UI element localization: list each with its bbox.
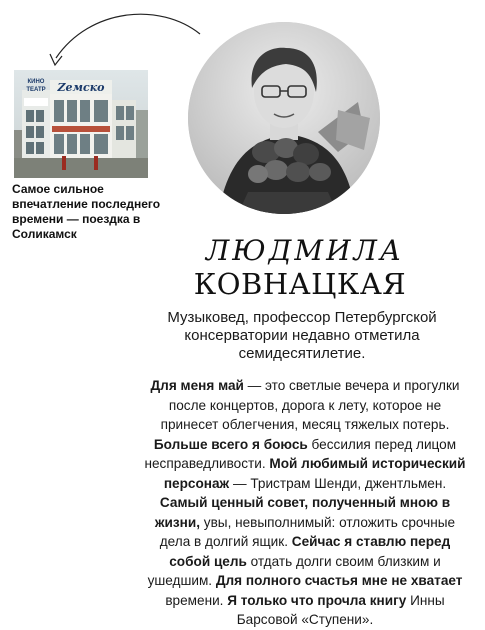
photo-caption: Самое сильное впечатление последнего времени — поездка в Соликамск bbox=[12, 182, 161, 241]
question-fear: Больше всего я боюсь bbox=[153, 436, 308, 452]
question-may: Для меня май bbox=[150, 378, 244, 393]
question-happiness: Для полного счастья мне не хватает bbox=[215, 573, 463, 588]
sign-kino: КИНО bbox=[27, 79, 45, 85]
answer-happiness: времени. bbox=[165, 592, 228, 608]
question-character: Мой любимый исторический персонаж bbox=[163, 456, 466, 491]
question-advice: Самый ценный совет, полученный мною в жизни, bbox=[154, 495, 451, 530]
interview-text bbox=[140, 376, 470, 630]
portrait-photo bbox=[188, 22, 380, 214]
answer-goal: отдать долги своим близким и ушедшим. bbox=[147, 553, 441, 588]
person-first-name: ЛЮДМИЛА bbox=[205, 234, 405, 267]
question-book: Я только что прочла книгу bbox=[227, 592, 407, 608]
sign-teatr: ТЕАТР bbox=[26, 87, 46, 93]
person-role: Музыковед, профессор Петербургской консерватории недавно отметила семидесятилетие. bbox=[167, 309, 437, 362]
answer-book: Инны Барсовой «Ступени». bbox=[236, 592, 445, 627]
cinema-building-photo bbox=[14, 70, 148, 178]
answer-may: — это светлые вечера и прогулки после концертов, дорога к лету, которое не принесет облегчения, месяц тяжелых потерь. bbox=[160, 378, 460, 432]
answer-character: — Тристрам Шенди, джентльмен. bbox=[229, 475, 447, 491]
answer-fear: бессилия перед лицом несправедливости. bbox=[144, 436, 457, 471]
sign-logo: Zeмско bbox=[57, 81, 105, 94]
answer-advice: увы, невыполнимый: отложить срочные дела в долгий ящик. bbox=[159, 514, 456, 549]
person-last-name: КОВНАЦКАЯ bbox=[193, 267, 407, 301]
question-goal: Сейчас я ставлю перед собой цель bbox=[169, 534, 451, 569]
